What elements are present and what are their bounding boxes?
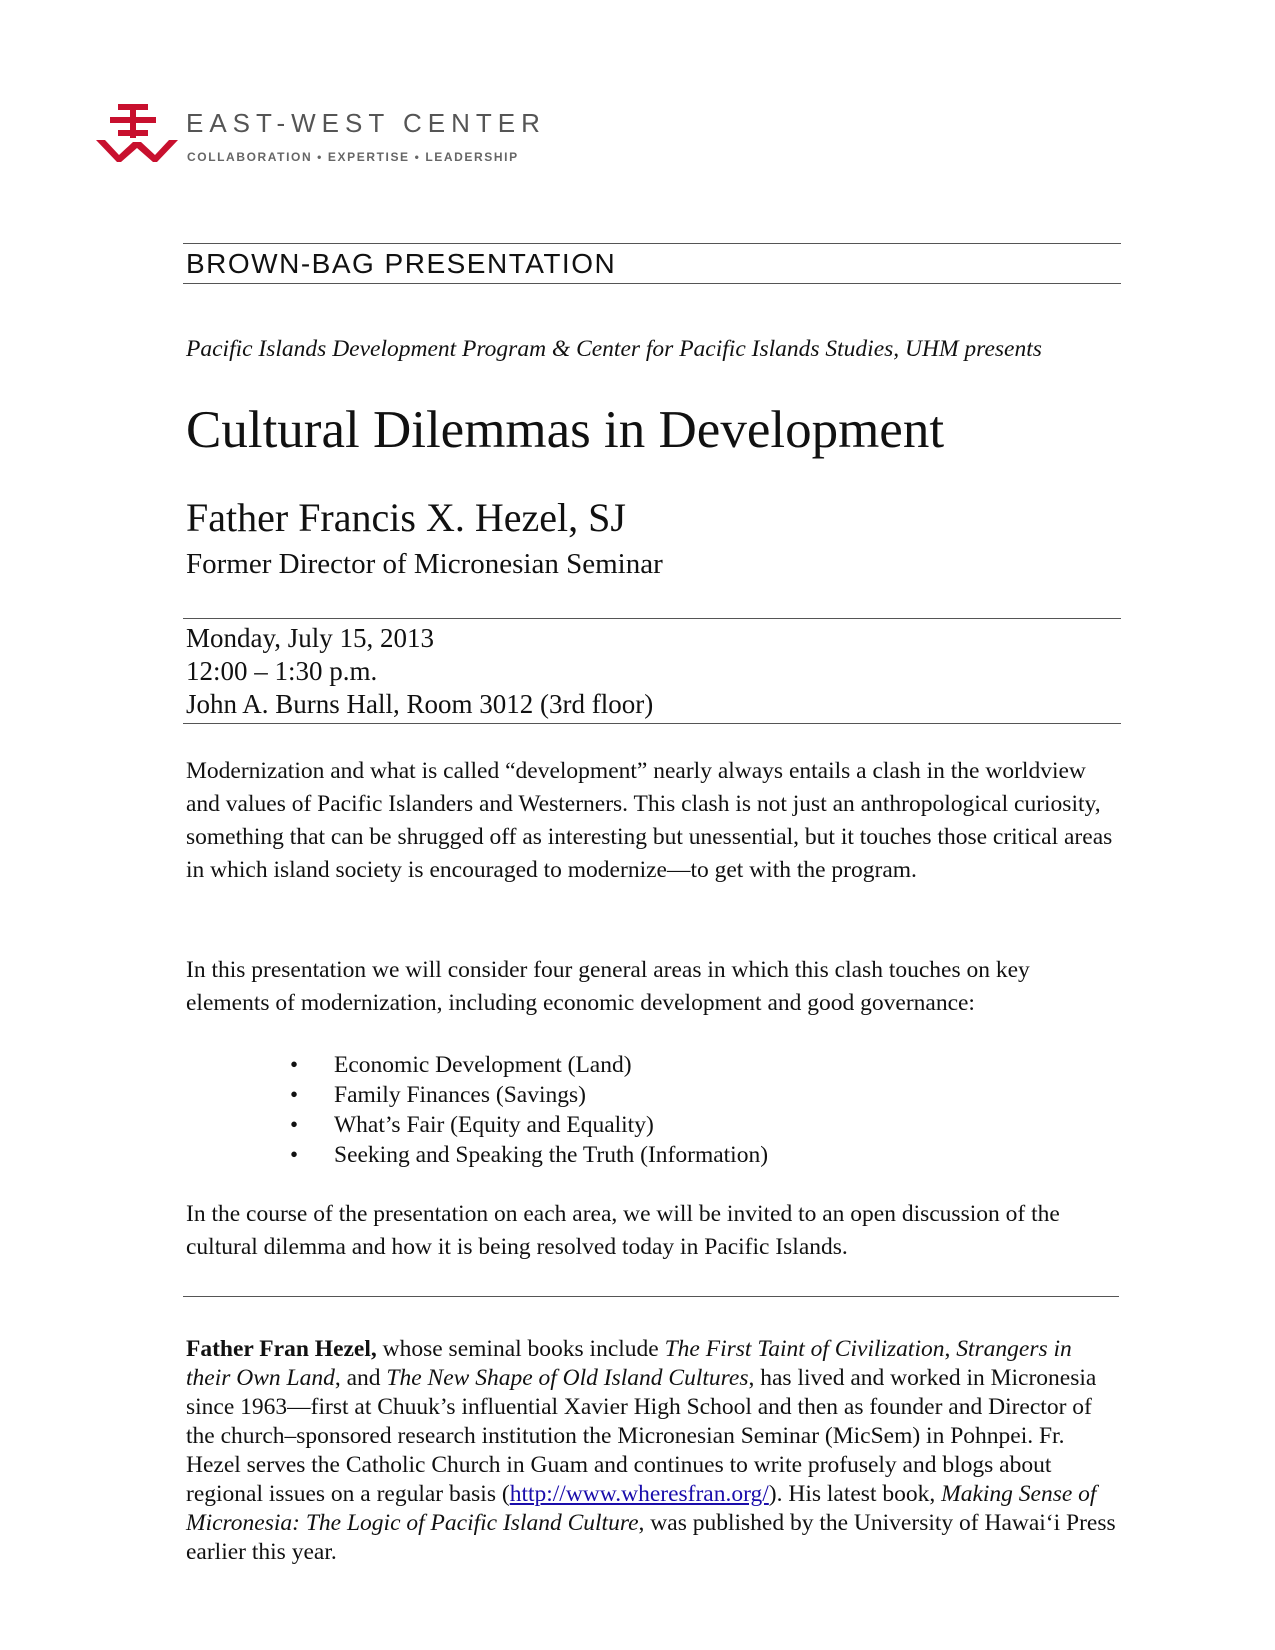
speaker-role: Former Director of Micronesian Seminar (186, 548, 663, 580)
bio-divider (183, 1296, 1119, 1297)
bio-text: , and (334, 1365, 387, 1391)
bio-text: ). His latest book, (768, 1481, 942, 1507)
topic-label: Economic Development (Land) (334, 1052, 632, 1078)
presenter-line: Pacific Islands Development Program & Center for Pacific Islands Studies, UHM presents (186, 336, 1042, 362)
book-title: Making Sense of Micronesia: The Logic of Pacific Island Culture (186, 1481, 1097, 1536)
east-west-center-mark-icon (96, 100, 178, 168)
intro-paragraph: Modernization and what is called “development” nearly always entails a clash in the worldview and values of Pacific Islanders and Westerners. This clash is not just an anthropological curiosity, something that can be shrugged off as interesting but unessential, but it touches those critical areas in which island society is encouraged to modernize—to get with the program. (186, 758, 1113, 883)
details-bottom-rule (183, 723, 1121, 724)
bullet-icon: • (290, 1082, 299, 1107)
speaker-bio (186, 1335, 1116, 1567)
bullet-icon: • (290, 1142, 299, 1167)
details-top-rule (183, 618, 1121, 619)
list-item (286, 1140, 768, 1170)
bio-text: , has lived and worked in Micronesia since 1963—first at Chuuk’s influential Xavier High School and then as founder and Director of the church–sponsored research institution the Micronesian Seminar (MicSem) in Pohnpei. Fr. Hezel serves the Catholic Church in Guam and continues to write profusely and blogs about regional issues on a regular basis ( (186, 1365, 1097, 1507)
event-date: Monday, July 15, 2013 (186, 623, 434, 653)
bio-text: whose seminal books include (376, 1336, 665, 1362)
list-item (286, 1080, 768, 1110)
book-title: The First Taint of Civilization (664, 1336, 945, 1362)
topics-list (286, 1050, 768, 1170)
event-location: John A. Burns Hall, Room 3012 (3rd floor) (186, 689, 654, 719)
bio-text: , was published by the University of Hawai‘i Press earlier this year. (186, 1510, 1116, 1565)
logo-name: EAST-WEST CENTER (186, 108, 546, 138)
discussion-paragraph: In the course of the presentation on each area, we will be invited to an open discussion of the cultural dilemma and how it is being resolved today in Pacific Islands. (186, 1201, 1060, 1260)
bio-name: Father Fran Hezel, (186, 1336, 377, 1362)
book-title: Strangers in their Own Land (186, 1336, 1072, 1391)
speaker-name: Father Francis X. Hezel, SJ (186, 495, 626, 540)
bullet-icon: • (290, 1112, 299, 1137)
logo-tagline: COLLABORATION • EXPERTISE • LEADERSHIP (187, 150, 519, 164)
banner-heading: BROWN-BAG PRESENTATION (186, 248, 617, 279)
bio-text: , (944, 1336, 957, 1362)
banner-bottom-rule (183, 283, 1121, 284)
list-item (286, 1110, 768, 1140)
areas-paragraph: In this presentation we will consider four general areas in which this clash touches on key elements of modernization, including economic development and good governance: (186, 957, 1030, 1016)
book-title: The New Shape of Old Island Cultures (386, 1365, 749, 1391)
event-time: 12:00 – 1:30 p.m. (186, 656, 378, 686)
page-title: Cultural Dilemmas in Development (186, 401, 945, 459)
banner-top-rule (183, 243, 1121, 244)
topic-label: Seeking and Speaking the Truth (Information) (334, 1142, 769, 1168)
bullet-icon: • (290, 1052, 299, 1077)
east-west-center-logo (96, 100, 556, 170)
topic-label: Family Finances (Savings) (334, 1082, 586, 1108)
blog-link[interactable]: http://www.wheresfran.org/ (509, 1481, 769, 1507)
topic-label: What’s Fair (Equity and Equality) (334, 1112, 654, 1138)
event-details (186, 622, 653, 721)
list-item (286, 1050, 768, 1080)
